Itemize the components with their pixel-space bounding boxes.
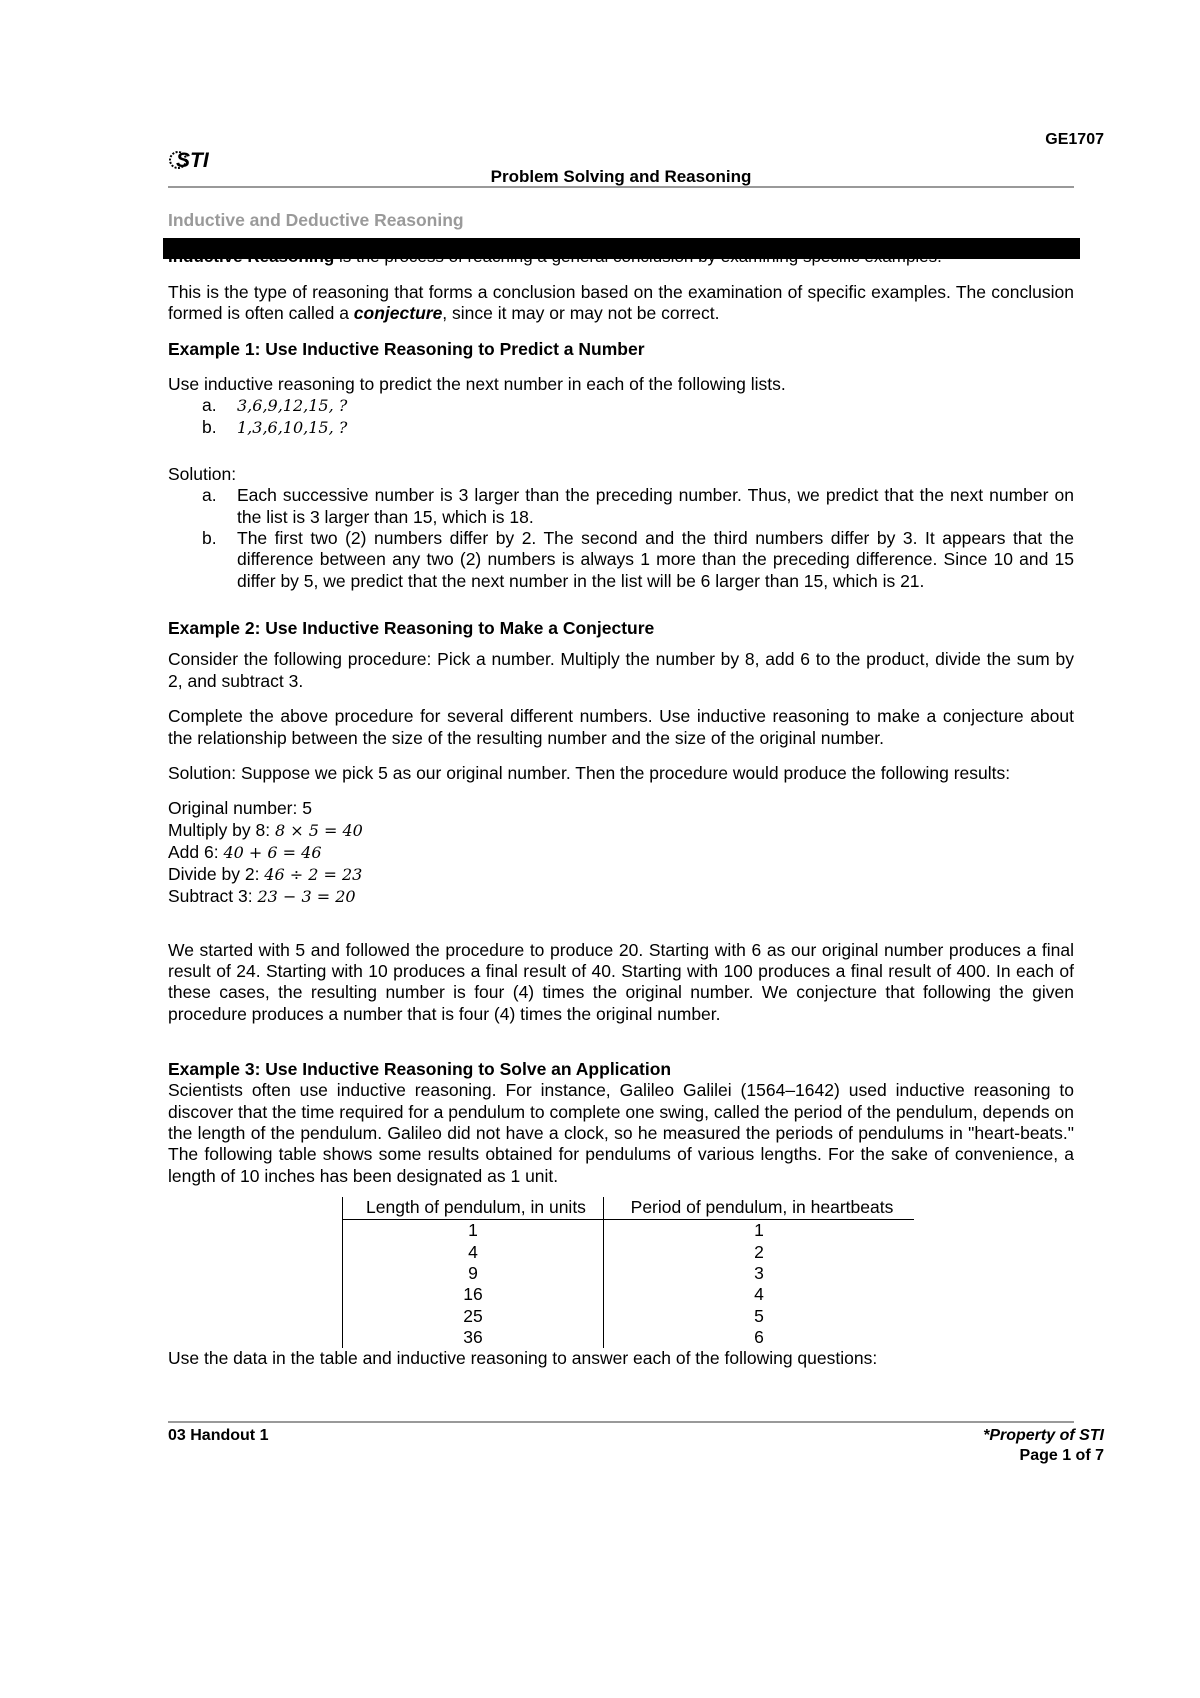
- table-row: [343, 1284, 915, 1305]
- header-rule: [168, 186, 1074, 188]
- table-cell: 4: [343, 1242, 604, 1263]
- table-cell: 9: [343, 1263, 604, 1284]
- example2-paragraph-3: Solution: Suppose we pick 5 as our original number. Then the procedure would produce the following results:: [168, 762, 1011, 783]
- example2-paragraph-4: We started with 5 and followed the procedure to produce 20. Starting with 6 as our original number produces a final result of 24. Starting with 10 produces a final result of 40. Starting with 100 produces a final result of 400. In each of these cases, the resulting number is four (4) times the original number. We conjecture that following the given procedure produces a number that is four (4) times the original number.: [168, 939, 1074, 1024]
- table-cell: 3: [604, 1263, 915, 1284]
- list-marker: b.: [202, 528, 217, 549]
- step-label: Add 6:: [168, 841, 224, 862]
- intro-text-end: , since it may or may not be correct.: [442, 303, 720, 324]
- list-item: [168, 485, 1074, 528]
- example3-paragraph-2: Use the data in the table and inductive reasoning to answer each of the following questions:: [168, 1348, 878, 1369]
- table-cell: 16: [343, 1284, 604, 1305]
- footer-handout-label: 03 Handout 1: [168, 1427, 269, 1444]
- table-cell: 1: [343, 1220, 604, 1242]
- table-row: [343, 1306, 915, 1327]
- table-row: [343, 1242, 915, 1263]
- table-cell: 5: [604, 1306, 915, 1327]
- table-header-row: [343, 1197, 915, 1220]
- list-marker: a.: [202, 395, 217, 416]
- step-label: Subtract 3:: [168, 885, 258, 906]
- step-expression: 23 − 3 = 20: [257, 886, 356, 906]
- example3-heading: Example 3: Use Inductive Reasoning to Solve an Application: [168, 1058, 672, 1079]
- intro-text: This is the type of reasoning that forms a conclusion based on the examination of specific examples. The conclusion formed is often called a: [168, 282, 1074, 324]
- list-marker: a.: [202, 485, 217, 506]
- main-content: [168, 282, 1074, 1370]
- number-sequence: 1,3,6,10,15, ?: [237, 417, 348, 437]
- step-line: [168, 798, 1074, 820]
- table-cell: 2: [604, 1242, 915, 1263]
- table-cell: 1: [604, 1220, 915, 1242]
- example2-paragraph-1: Consider the following procedure: Pick a number. Multiply the number by 8, add 6 to the product, divide the sum by 2, and subtract 3.: [168, 649, 1074, 691]
- table-cell: 4: [604, 1284, 915, 1305]
- table-row: [343, 1220, 915, 1242]
- list-marker: b.: [202, 416, 217, 437]
- footer-rule: [168, 1421, 1074, 1423]
- list-item: [168, 528, 1074, 592]
- step-expression: 8 × 5 = 40: [274, 821, 363, 841]
- table-row: [343, 1327, 915, 1348]
- example1-list: [168, 395, 1074, 438]
- step-expression: 40 + 6 = 46: [223, 842, 322, 862]
- procedure-steps: [168, 798, 1074, 907]
- example1-heading: Example 1: Use Inductive Reasoning to Predict a Number: [168, 338, 645, 359]
- solution-text: Each successive number is 3 larger than the preceding number. Thus, we predict that the next number on the list is 3 larger than 15, which is 18.: [237, 485, 1074, 527]
- table-cell: 36: [343, 1327, 604, 1348]
- column-header-length: Length of pendulum, in units: [343, 1197, 604, 1220]
- solution-text: The first two (2) numbers differ by 2. The second and the third numbers differ by 3. It appears that the difference between any two (2) numbers is always 1 more than the preceding difference. Since 10 and 15 differ by 5, we predict that the next number in the list will be 6 larger than 15, which is 21.: [237, 528, 1074, 591]
- property-note: *Property of STI: [983, 1427, 1104, 1444]
- redaction-bar: [163, 238, 1080, 259]
- list-item: [168, 395, 1074, 416]
- step-label: Multiply by 8:: [168, 820, 275, 841]
- column-header-period: Period of pendulum, in heartbeats: [604, 1197, 915, 1220]
- footer-right: [983, 1426, 1104, 1465]
- svg-text:STI: STI: [176, 149, 209, 172]
- example2-heading: Example 2: Use Inductive Reasoning to Make a Conjecture: [168, 618, 655, 639]
- page-number: Page 1 of 7: [1019, 1446, 1104, 1464]
- example3-paragraph-1: Scientists often use inductive reasoning. For instance, Galileo Galilei (1564–1642) used inductive reasoning to discover that the time required for a pendulum to complete one swing, called the period of the pendulum, depends on the length of the pendulum. Galileo did not have a clock, so he measured the periods of pendulums in "heart-beats." The following table shows some results obtained for pendulums of various lengths. For the sake of convenience, a length of 10 inches has been designated as 1 unit.: [168, 1080, 1074, 1186]
- step-label: Original number: 5: [168, 798, 312, 819]
- list-item: [168, 417, 1074, 438]
- solution-label: Solution:: [168, 464, 237, 485]
- table-cell: 6: [604, 1327, 915, 1348]
- example2-paragraph-2: Complete the above procedure for several different numbers. Use inductive reasoning to make a conjecture about the relationship between the size of the resulting number and the size of the original number.: [168, 706, 1074, 748]
- step-line: [168, 842, 1074, 864]
- number-sequence: 3,6,9,12,15, ?: [237, 396, 348, 416]
- conjecture-term: conjecture: [353, 303, 443, 324]
- table-row: [343, 1263, 915, 1284]
- section-title: Inductive and Deductive Reasoning: [168, 210, 464, 230]
- step-expression: 46 ÷ 2 = 23: [264, 864, 363, 884]
- step-line: [168, 820, 1074, 842]
- header-title: Problem Solving and Reasoning: [490, 167, 752, 186]
- table-cell: 25: [343, 1306, 604, 1327]
- intro-paragraph: [168, 282, 1074, 325]
- solution-list: [168, 485, 1074, 592]
- course-code: GE1707: [1045, 131, 1104, 148]
- example1-prompt: Use inductive reasoning to predict the next number in each of the following lists.: [168, 374, 786, 395]
- pendulum-table: [342, 1197, 914, 1348]
- step-label: Divide by 2:: [168, 863, 265, 884]
- step-line: [168, 864, 1074, 886]
- step-line: [168, 886, 1074, 908]
